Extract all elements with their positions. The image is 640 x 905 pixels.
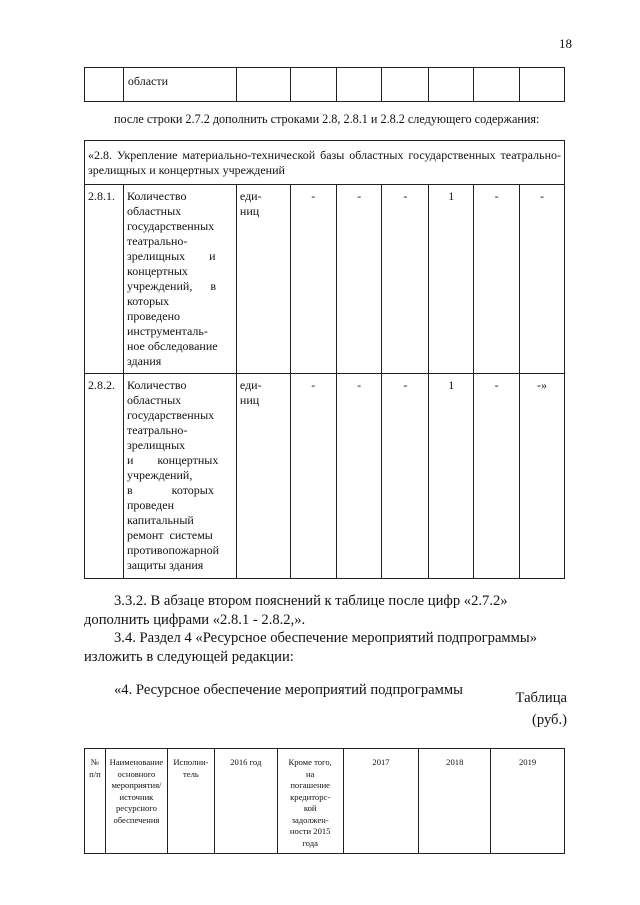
value-cell: 1: [429, 374, 474, 579]
table-row: [85, 68, 565, 102]
header-cell-2017: 2017: [343, 749, 419, 854]
table-header-row: [85, 749, 565, 854]
table-cell: [520, 68, 565, 102]
resource-table: [84, 748, 565, 854]
paragraph-3-4: 3.4. Раздел 4 «Ресурсное обеспечение мероприятий подпрограммы»: [114, 630, 538, 646]
table-unit-label: (руб.): [531, 712, 567, 728]
table-cell: [429, 68, 474, 102]
previous-table-fragment: [84, 67, 565, 102]
table-cell: [474, 68, 520, 102]
row-number-cell: 2.8.1.: [85, 185, 124, 374]
table-header-row: [85, 141, 565, 185]
header-cell-2018: 2018: [419, 749, 491, 854]
value-cell: -: [290, 374, 336, 579]
table-cell: [290, 68, 336, 102]
table-cell: области: [123, 68, 236, 102]
insert-rows-table: [84, 140, 565, 579]
header-cell-2019: 2019: [491, 749, 565, 854]
value-cell: -: [474, 374, 520, 579]
section-4-title: «4. Ресурсное обеспечение мероприятий подпрограммы: [114, 682, 463, 698]
instruction-sentence: после строки 2.7.2 дополнить строками 2.8, 2.8.1 и 2.8.2 следующего содержания:: [114, 112, 540, 126]
paragraph-3-3-2: 3.3.2. В абзаце втором пояснений к таблице после цифр «2.7.2»: [114, 593, 508, 609]
table-cell: [236, 68, 290, 102]
value-cell: -: [290, 185, 336, 374]
unit-cell: еди- ниц: [236, 374, 290, 579]
value-cell: -»: [520, 374, 565, 579]
value-cell: 1: [429, 185, 474, 374]
section-header-cell: «2.8. Укрепление материально-технической базы областных государственных театрально-зрелищных и концертных учреждений: [85, 141, 565, 185]
indicator-name-cell: Количество областных государственных театрально- зрелищных и концертных учреждений, в которых проведен капитальный ремонт системы противопожарной защиты здания: [123, 374, 236, 579]
value-cell: -: [520, 185, 565, 374]
value-cell: -: [336, 374, 382, 579]
header-cell-executor: Исполни- тель: [167, 749, 214, 854]
indicator-name-cell: Количество областных государственных театрально- зрелищных и концертных учреждений, в которых проведено инструменталь- ное обследование здания: [123, 185, 236, 374]
table-label: Таблица: [515, 690, 567, 706]
page-number: 18: [559, 36, 572, 51]
value-cell: -: [382, 185, 429, 374]
header-cell-name: Наименование основного мероприятия/ источник ресурсного обеспечения: [105, 749, 167, 854]
value-cell: -: [336, 185, 382, 374]
table-cell: [336, 68, 382, 102]
paragraph-3-3-2-cont: дополнить цифрами «2.8.1 - 2.8.2,».: [84, 612, 306, 628]
table-cell: [85, 68, 124, 102]
value-cell: -: [382, 374, 429, 579]
header-cell-2016: 2016 год: [214, 749, 277, 854]
unit-cell: еди- ниц: [236, 185, 290, 374]
table-cell: [382, 68, 429, 102]
header-cell-number: № п/п: [85, 749, 106, 854]
paragraph-3-4-cont: изложить в следующей редакции:: [84, 649, 294, 665]
value-cell: -: [474, 185, 520, 374]
row-number-cell: 2.8.2.: [85, 374, 124, 579]
header-cell-debt-2015: Кроме того, на погашение кредиторс- кой задолжен- ности 2015 года: [277, 749, 343, 854]
table-row: [85, 185, 565, 374]
table-row: [85, 374, 565, 579]
